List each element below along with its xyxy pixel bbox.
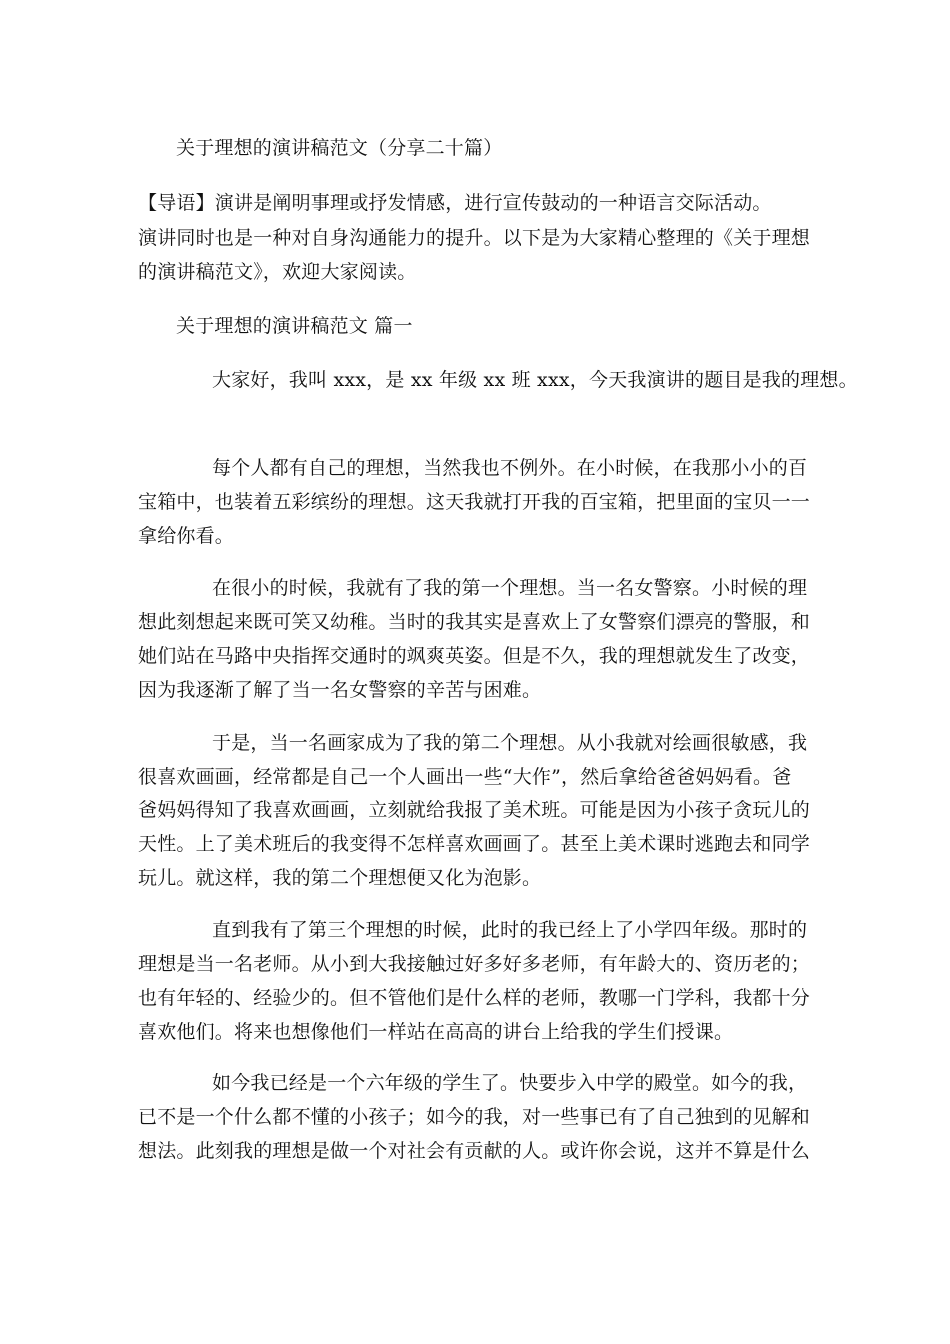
intro-line: 【导语】演讲是阐明事理或抒发情感，进行宣传鼓动的一种语言交际活动。: [138, 192, 772, 214]
paragraph-line: 直到我有了第三个理想的时候，此时的我已经上了小学四年级。那时的: [212, 919, 808, 941]
paragraph-line: 在很小的时候，我就有了我的第一个理想。当一名女警察。小时候的理: [212, 577, 808, 599]
paragraph-line: 想此刻想起来既可笑又幼稚。当时的我其实是喜欢上了女警察们漂亮的警服，和: [138, 611, 811, 633]
paragraph-line: 于是，当一名画家成为了我的第二个理想。从小我就对绘画很敏感，我: [212, 732, 808, 754]
paragraph-line: 天性。上了美术班后的我变得不怎样喜欢画画了。甚至上美术课时逃跑去和同学: [138, 833, 811, 855]
paragraph-line: 宝箱中，也装着五彩缤纷的理想。这天我就打开我的百宝箱，把里面的宝贝一一: [138, 491, 811, 513]
section-title: 关于理想的演讲稿范文 篇一: [176, 315, 413, 337]
paragraph-line: 想法。此刻我的理想是做一个对社会有贡献的人。或许你会说，这并不算是什么: [138, 1140, 811, 1162]
paragraph-line: 因为我逐渐了解了当一名女警察的辛苦与困难。: [138, 679, 542, 701]
paragraph-line: 每个人都有自己的理想，当然我也不例外。在小时候，在我那小小的百: [212, 457, 808, 479]
document-title: 关于理想的演讲稿范文（分享二十篇）: [176, 137, 503, 159]
paragraph-line: 爸妈妈得知了我喜欢画画，立刻就给我报了美术班。可能是因为小孩子贪玩儿的: [138, 799, 811, 821]
paragraph-line: 如今我已经是一个六年级的学生了。快要步入中学的殿堂。如今的我，: [212, 1072, 808, 1094]
paragraph-line: 已不是一个什么都不懂的小孩子；如今的我，对一些事已有了自己独到的见解和: [138, 1106, 811, 1128]
paragraph-line: 玩儿。就这样，我的第二个理想便又化为泡影。: [138, 867, 542, 889]
paragraph-line: 她们站在马路中央指挥交通时的飒爽英姿。但是不久，我的理想就发生了改变，: [138, 645, 811, 667]
intro-line: 的演讲稿范文》，欢迎大家阅读。: [138, 261, 417, 283]
paragraph-line: 喜欢他们。将来也想像他们一样站在高高的讲台上给我的学生们授课。: [138, 1021, 734, 1043]
intro-line: 演讲同时也是一种对自身沟通能力的提升。以下是为大家精心整理的《关于理想: [138, 227, 811, 249]
paragraph-line: 也有年轻的、经验少的。但不管他们是什么样的老师，教哪一门学科，我都十分: [138, 987, 811, 1009]
paragraph-line: 理想是当一名老师。从小到大我接触过好多好多老师，有年龄大的、资历老的；: [138, 953, 811, 975]
paragraph-line: 大家好，我叫 xxx，是 xx 年级 xx 班 xxx，今天我演讲的题目是我的理想。: [212, 369, 858, 391]
paragraph-line: 很喜欢画画，经常都是自己一个人画出一些“大作”，然后拿给爸爸妈妈看。爸: [138, 766, 792, 788]
paragraph-line: 拿给你看。: [138, 525, 235, 547]
